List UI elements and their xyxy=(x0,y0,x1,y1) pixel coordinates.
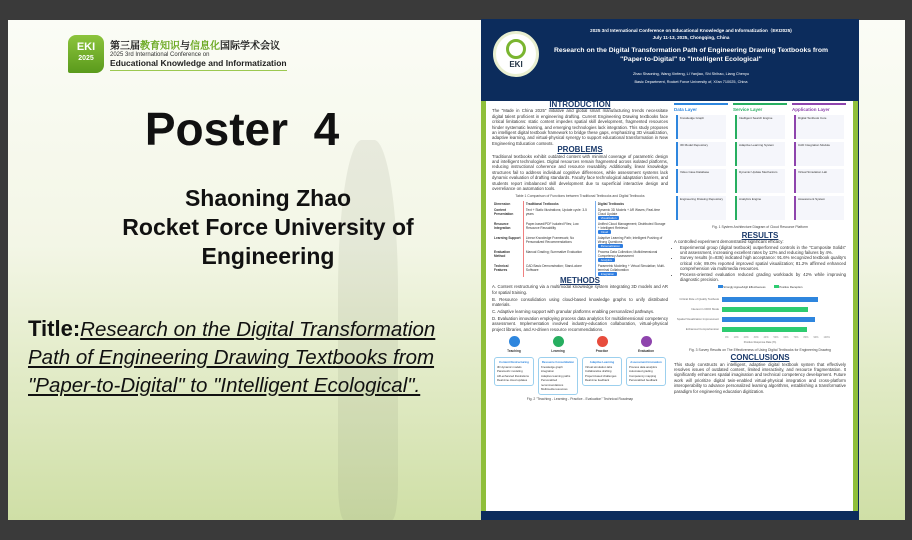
title-text: Research on the Digital Transformation Path of Engineering Drawing Textbooks from "Paper-to-Digital" to "Intelligent Ecological". xyxy=(28,318,436,397)
layer-component: Engineering Drawing Repository xyxy=(676,196,726,220)
x-tick-label: 50% xyxy=(773,335,779,339)
conference-logo xyxy=(68,35,287,73)
title-label: Title: xyxy=(28,316,81,341)
table-row: Technical Features CAD Basic Demonstration; Stand-alone Software Parametric Modeling + Virtual Simulation; Multi-terminal Collaboration Integration xyxy=(492,263,668,277)
layer-component: Dynamic Update Mechanism xyxy=(735,169,785,193)
layer-component: Intelligent Search Engine xyxy=(735,115,785,139)
poster-date: July 11-13, 2025, Chongqing, China xyxy=(652,35,730,40)
architecture-caption: Fig. 1 System Architecture Diagram of Cloud Resource Platform xyxy=(712,225,808,230)
category-tag: Visualization xyxy=(598,216,620,220)
category-tag: Cloud xyxy=(598,230,611,234)
architecture-layer: Service Layer Intelligent Search Engine Adaptive Learning System Dynamic Update Mechanism Analytics Engine xyxy=(733,103,787,223)
poster-image xyxy=(481,19,859,520)
roadmap-diagram xyxy=(492,336,668,395)
bar-label: Interest in CDIO Mode xyxy=(691,307,719,312)
architecture-layer: Application Layer Digital Textbook Core CAD Integration Module Virtual Simulation Lab Assessment System xyxy=(792,103,846,223)
x-tick-label: 0% xyxy=(725,335,729,339)
roadmap-step: Practice Adaptive Learning Virtual simulation labs Collaborative drafting Project-based challenges Real-time feedback xyxy=(582,336,622,395)
result-item: • Experimental group (digital textbook) outperformed controls in the "Composite Solids" unit assessment, increasing excellent rates by 12% and reducing failures by 4%. xyxy=(680,245,846,256)
poster-affiliation: Basic Department, Rocket Force University of, Xi'an 710025, China xyxy=(634,80,748,84)
problems-text: Traditional textbooks exhibit outdated content with minimal coverage of parametric design and intelligent technologies. Digital resources remain fragmented across isolated platforms, reducing instructional coherence and resource reusability. Additionally, linear knowledge structures fail to address individual cognitive differences, while assessment systems lack dynamic evaluation of drafting standards. Faculty face technological adaptation barriers, and students report imbalanced skill development due to superficial interactive design and overreliance on automation tools. xyxy=(492,153,668,192)
category-tag: Analytics xyxy=(598,258,615,262)
methods-heading: METHODS xyxy=(560,275,600,285)
x-tick-label: 30% xyxy=(753,335,759,339)
introduction-text: The "Made in China 2025" initiative and global smart manufacturing trends necessitate digital talent proficient in engineering drafting. Current Engineering Drawing textbooks face critical limitations: static content impedes spatial skill development, fragmented resources hinder systematic learning, and emerging technologies lack integration. This study proposes an intelligent digital textbook framework to bridge these gaps, emphasizing 3D visualization, adaptive learning, and virtual-physical synergy to support educational transformation in New Engineering Education contexts. xyxy=(492,108,668,146)
conclusions-heading: CONCLUSIONS xyxy=(730,353,790,363)
layer-component: CAD Integration Module xyxy=(794,142,844,166)
logo-english-title: Educational Knowledge and Informatization xyxy=(110,58,287,68)
x-tick-label: 60% xyxy=(783,335,789,339)
eki-logo: EKI xyxy=(493,31,539,77)
x-tick-label: 70% xyxy=(793,335,799,339)
table-row: Evaluation Method Manual Grading; Summative Evaluation Process Data Collection; Multidimensional Competency Assessment Analytics xyxy=(492,249,668,263)
results-heading: RESULTS xyxy=(741,230,779,240)
introduction-heading: INTRODUCTION xyxy=(549,100,611,109)
step-icon xyxy=(553,336,564,347)
chart-bar-row xyxy=(674,325,846,335)
method-item: A. Content restructuring via a multimodal knowledge system integrating 3D models and AR for spatial training. xyxy=(492,284,668,295)
chart-bar xyxy=(722,327,807,332)
layer-component: Analytics Engine xyxy=(735,196,785,220)
chart-bar-row xyxy=(674,305,846,315)
step-icon xyxy=(597,336,608,347)
layer-component: Adaptive Learning System xyxy=(735,142,785,166)
result-item: • Process-oriented evaluation reduced grading workloads by 42% while improving diagnostic precision. xyxy=(680,272,846,283)
poster-authors: Zhao Shaoning, Wang Xinfeng, Li Yanjiao, Shi Shihao, Liang Chenyu xyxy=(632,72,750,76)
method-item: D. Evaluation innovation employing process data analytics for multidimensional competency assessment. Implementation involved industry-education collaboration, virtual-physical project libraries, and AI-driven resource recommendations. xyxy=(492,315,668,332)
chart-bar xyxy=(722,307,808,312)
logo-chinese-title: 第三届教育知识与信息化国际学术会议 xyxy=(110,41,280,52)
layer-component: Video Case Database xyxy=(676,169,726,193)
table-row: Content Presentation Text + Static Illustrations; Update cycle: 3-5 years Dynamic 3D Models + AR Waves; Real-time Cloud Update Visualization xyxy=(492,207,668,221)
comparison-table: Dimension Traditional Textbooks Digital Textbooks Content Presentation Text + Static Illustrations; Update cycle: 3-5 years Dynamic 3D Models + AR Waves; Real-time Cloud Update Visualization Resource Integration Paper-based/PDF Isolated Files; Low Resource Reusability Unified Cloud Management; Distributed Storage + Intelligent Retrieval Cloud Learning Support Linear Knowledge Framework; No Personalized Recommendations Adaptive Learning Path; Intelligent Pushing of Wrong Questions Personalization Evaluation Method Manual Grading; Summative Evaluation Process Data Collection; Multidimensional Competency Assessment Analytics Technical Features CAD Basic Demonstration; Stand-alone Software Parametric Modeling + Virtual Simulation; Multi-terminal Collaboration Integration xyxy=(492,201,668,277)
x-tick-label: 100% xyxy=(823,335,830,339)
poster-number-heading: Poster 4 xyxy=(144,103,340,155)
chart-bar xyxy=(722,317,815,322)
step-icon xyxy=(641,336,652,347)
chart-bar-row xyxy=(674,315,846,325)
roadmap-step: Learning Resource Consolidation Knowledge graph integration Adaptive learning paths Personalized recommendations Multimedia resources xyxy=(538,336,578,395)
survey-chart xyxy=(674,285,846,345)
poster-left-column xyxy=(492,101,668,404)
bar-label: Critical Role of Quality Textbook xyxy=(679,297,719,302)
logo-subtitle: 2025 3rd International Conference on xyxy=(110,52,210,58)
x-tick-label: 40% xyxy=(763,335,769,339)
x-tick-label: 20% xyxy=(743,335,749,339)
layer-component: Digital Textbook Core xyxy=(794,115,844,139)
result-item: • Survey results (n=836) indicated high acceptance: 91.6% recognized textbook quality's critical role; 89.0% reported improved spatial visualization; 81.2% affirmed enhanced comprehension via multimedia resources. xyxy=(680,255,846,271)
architecture-layer: Data Layer Knowledge Graph 3D Model Repository Video Case Database Engineering Drawing Repository xyxy=(674,103,728,223)
author-name: Shaoning Zhao xyxy=(184,185,352,211)
method-item: C. Adaptive learning support with granular platforms enabling personalized pathways. xyxy=(492,308,655,314)
roadmap-caption: Fig. 2 "Teaching - Learning - Practice - Evaluation" Technical Roadmap xyxy=(526,396,634,401)
layer-component: Virtual Simulation Lab xyxy=(794,169,844,193)
architecture-diagram xyxy=(674,103,846,223)
bar-label: Enhanced Comprehension xyxy=(685,327,719,332)
conclusions-text: This study constructs an intelligent, adaptive digital textbook system that effectively resolves issues of outdated content, limited interactivity, and resource fragmentation. It significantly enhances spatial imagination and technical competency development. Future work will prioritize digital twin-enabled virtual-physical integration and cross-platform interoperability to advance personalized learning algorithms, establishing a transformative paradigm for engineering education digitization. xyxy=(674,361,846,394)
poster-conference: 2025 3rd International Conference on Educational Knowledge and Informatization（EKI2025) xyxy=(590,28,792,33)
presenter-info xyxy=(68,184,468,271)
results-intro: A controlled experiment demonstrated significant efficacy: xyxy=(674,239,784,245)
paper-title xyxy=(28,315,468,400)
chart-xlabel: Positive Response Rate (%) xyxy=(743,341,777,345)
layer-component: Knowledge Graph xyxy=(676,115,726,139)
chart-bar xyxy=(722,297,818,302)
chart-bar-row xyxy=(674,295,846,305)
x-tick-label: 10% xyxy=(733,335,739,339)
x-tick-label: 90% xyxy=(813,335,819,339)
legend-item: Positive Reception xyxy=(774,285,803,290)
layer-component: Assessment System xyxy=(794,196,844,220)
category-tag: Integration xyxy=(598,272,617,276)
table-row: Resource Integration Paper-based/PDF Isolated Files; Low Resource Reusability Unified Cloud Management; Distributed Storage + Intelligent Retrieval Cloud xyxy=(492,221,668,235)
problems-heading: PROBLEMS xyxy=(557,145,603,155)
x-tick-label: 80% xyxy=(803,335,809,339)
legend-item: Strongly Agree/High Effectiveness xyxy=(718,285,766,290)
chart-caption: Fig. 3 Survey Results on The Effectiveness of Using Digital Textbooks for Engineering Drawing xyxy=(689,347,831,352)
table-row: Learning Support Linear Knowledge Framework; No Personalized Recommendations Adaptive Learning Path; Intelligent Pushing of Wrong Questions Personalization xyxy=(492,235,668,249)
poster-right-column xyxy=(674,101,846,394)
method-item: B. Resource consolidation using cloud-based knowledge graphs to unify distributed materials. xyxy=(492,296,668,308)
poster-title: Research on the Digital Transformation Path of Engineering Drawing Textbooks from "Paper-to-Digital" to "Intelligent Ecological" xyxy=(553,47,829,63)
author-affiliation: Rocket Force University of Engineering xyxy=(122,214,414,269)
step-icon xyxy=(509,336,520,347)
table-caption: Table 1 Comparison of Functions between Traditional Textbooks and Digital Textbooks xyxy=(515,193,645,198)
bar-label: Spatial Visualization Improvement xyxy=(676,317,719,322)
layer-component: 3D Model Repository xyxy=(676,142,726,166)
category-tag: Personalization xyxy=(598,244,623,248)
roadmap-step: Teaching Content Restructuring 3D dynamic models Parametric modeling AR-enhanced illustrations Real-time cloud updates xyxy=(494,336,534,395)
poster-body xyxy=(486,101,853,511)
eki-badge: EKI 2025 xyxy=(68,35,104,73)
roadmap-step: Evaluation Assessment Innovation Process data analytics Automated grading Competency mapping Personalized feedback xyxy=(626,336,666,395)
